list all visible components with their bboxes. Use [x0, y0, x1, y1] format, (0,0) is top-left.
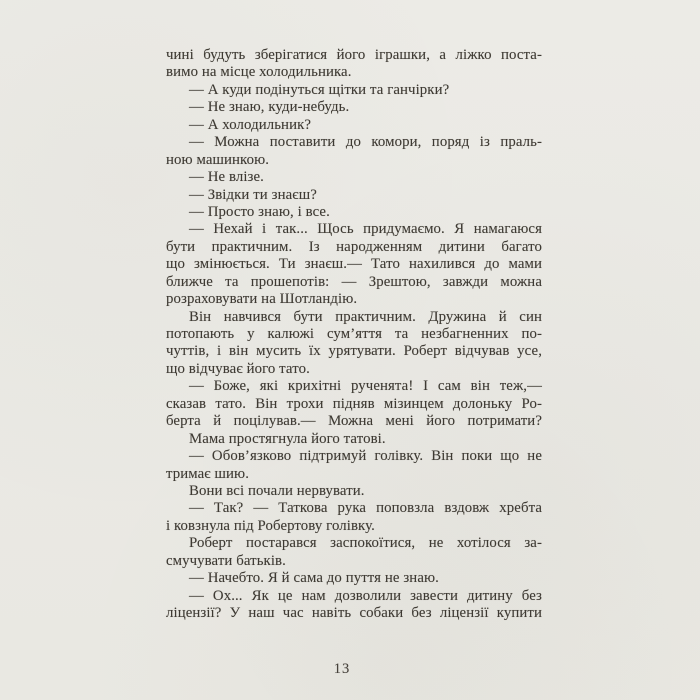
text-line: — Ох... Як це нам дозволили завести дитину без [189, 587, 542, 604]
text-line: Вони всі почали нервувати. [189, 482, 365, 499]
text-line: — Так? — Таткова рука поповзла вздовж хребта [189, 500, 542, 517]
text-line: Роберт постарався заспокоїтися, не хотілося за- [189, 535, 542, 552]
text-line: бути практичним. Із народженням дитини багато [166, 238, 542, 255]
text-line: що змінюється. Ти знаєш.— Тато нахилився до мами [166, 256, 542, 273]
text-line: ною машинкою. [166, 151, 270, 168]
text-line: — А холодильник? [189, 116, 312, 133]
text-line: розраховувати на Шотландію. [166, 291, 358, 308]
text-line: — Начебто. Я й сама до пуття не знаю. [189, 570, 439, 587]
text-line: ближче та прошепотів: — Зрештою, завжди можна [166, 273, 542, 290]
text-line: що відчуває його тато. [166, 360, 310, 377]
text-line: — Не знаю, куди-небудь. [189, 99, 350, 116]
text-line: Мама простягнула його татові. [189, 430, 386, 447]
text-line: — Не влізе. [189, 169, 264, 186]
text-line: тримає шию. [166, 465, 250, 482]
text-line: — Можна поставити до комори, поряд із праль- [189, 134, 542, 151]
page-text-column [166, 47, 542, 622]
text-line: — Обов’язково підтримуй голівку. Він поки що не [189, 448, 542, 465]
text-line: чуттів, і він мусить їх урятувати. Роберт відчував усе, [166, 343, 542, 360]
text-line: чині будуть зберігатися його іграшки, а ліжко поста- [166, 47, 542, 63]
text-line: потопають у калюжі сум’яття та незбагненних по- [166, 326, 542, 342]
text-line: і ковзнула під Робертову голівку. [166, 517, 375, 534]
text-line: ліцензії? У наш час навіть собаки без ліцензії купити [166, 605, 542, 621]
page-number: 13 [333, 661, 351, 677]
text-line: смучувати батьків. [166, 552, 286, 569]
text-line: вимо на місце холодильника. [166, 64, 352, 81]
text-line: — Боже, які крихітні рученята! І сам він теж,— [189, 378, 542, 395]
text-line: берта й поцілував.— Можна мені його потримати? [166, 413, 542, 430]
text-line: сказав тато. Він трохи підняв мізинцем долоньку Ро- [166, 395, 542, 412]
text-line: — Нехай і так... Щось придумаємо. Я намагаюся [189, 221, 542, 238]
text-line: — А куди подінуться щітки та ганчірки? [189, 81, 450, 98]
text-line: — Звідки ти знаєш? [189, 186, 317, 203]
text-line: Він навчився бути практичним. Дружина й син [189, 308, 542, 325]
text-line: — Просто знаю, і все. [189, 203, 330, 220]
